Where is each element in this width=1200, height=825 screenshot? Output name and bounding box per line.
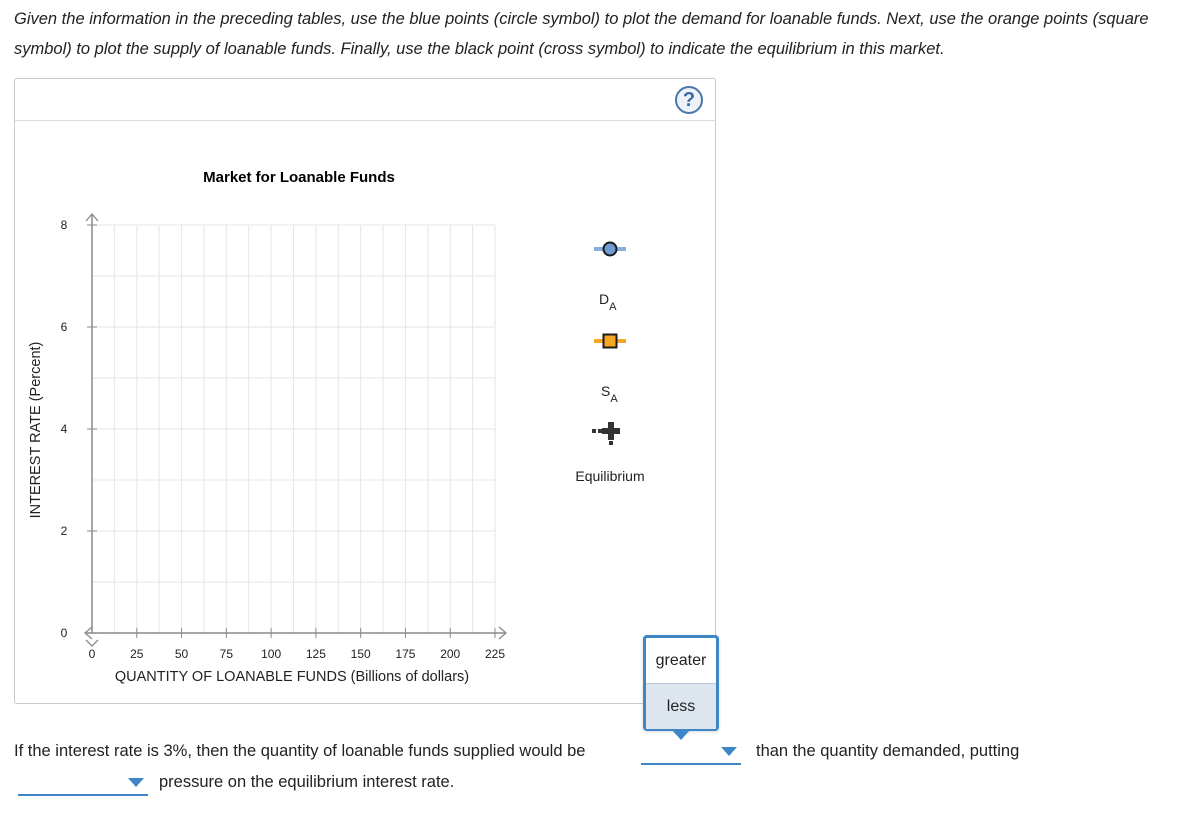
question-text-part3: pressure on the equilibrium interest rate. <box>159 773 455 791</box>
option-less[interactable]: less <box>646 683 716 729</box>
equilibrium-legend-label: Equilibrium <box>575 468 645 484</box>
demand-legend-label <box>599 291 617 313</box>
supply-label-sub: A <box>610 393 618 405</box>
chevron-down-icon <box>721 747 737 756</box>
dropdown-pointer-icon <box>671 729 691 740</box>
x-tick-label: 25 <box>130 647 144 661</box>
y-axis-arrow-down-icon <box>86 640 98 646</box>
chevron-down-icon <box>128 778 144 787</box>
x-tick-label: 75 <box>219 647 234 661</box>
equilibrium-tool[interactable] <box>592 422 620 445</box>
supply-comparison-select[interactable] <box>641 739 741 765</box>
x-tick-label: 50 <box>174 647 189 661</box>
supply-legend-label <box>601 383 618 405</box>
y-tick-label: 8 <box>60 218 68 232</box>
y-tick-label: 4 <box>60 422 68 436</box>
x-tick-label: 225 <box>484 647 506 661</box>
grid <box>92 225 495 633</box>
y-tick-label: 0 <box>60 626 68 640</box>
question-text-part1: If the interest rate is 3%, then the quantity of loanable funds supplied would be <box>14 742 586 760</box>
question-text-part2: than the quantity demanded, putting <box>756 742 1020 760</box>
ticks <box>61 218 506 661</box>
instructions-text: Given the information in the preceding tables, use the blue points (circle symbol) to plot the demand for loanable funds. Next, use the orange points (square symbol) to plot the supply of loanable funds. Finally, use the black point (cross symbol) to indicate the equilibrium in this market. <box>14 10 1149 58</box>
equilibrium-dot-left <box>592 429 596 433</box>
x-tick-label: 100 <box>261 647 282 661</box>
chart-title: Market for Loanable Funds <box>203 169 395 186</box>
x-tick-label: 125 <box>305 647 326 661</box>
y-tick-label: 2 <box>60 524 68 538</box>
pressure-direction-select[interactable] <box>18 770 148 796</box>
axes <box>85 214 506 646</box>
y-axis-label: INTEREST RATE (Percent) <box>28 341 44 519</box>
equilibrium-dot-left2 <box>598 429 602 433</box>
supply-label-main: S <box>601 383 611 399</box>
demand-label-main: D <box>599 291 610 307</box>
y-tick-label: 6 <box>60 320 68 334</box>
demand-tool[interactable] <box>594 243 626 256</box>
comparison-dropdown-menu[interactable] <box>643 635 719 731</box>
x-tick-label: 200 <box>440 647 461 661</box>
supply-tool[interactable] <box>594 335 626 348</box>
x-tick-label: 150 <box>350 647 371 661</box>
option-greater[interactable]: greater <box>655 652 707 669</box>
demand-label-sub: A <box>609 301 617 313</box>
demand-circle-icon[interactable] <box>604 243 617 256</box>
supply-square-icon[interactable] <box>604 335 617 348</box>
help-button[interactable]: ? <box>675 86 703 114</box>
x-tick-label: 0 <box>88 647 96 661</box>
equilibrium-cross-icon[interactable] <box>602 422 620 440</box>
equilibrium-dot-bottom <box>609 441 613 445</box>
x-axis-label: QUANTITY OF LOANABLE FUNDS (Billions of dollars) <box>114 669 470 685</box>
x-tick-label: 175 <box>395 647 416 661</box>
